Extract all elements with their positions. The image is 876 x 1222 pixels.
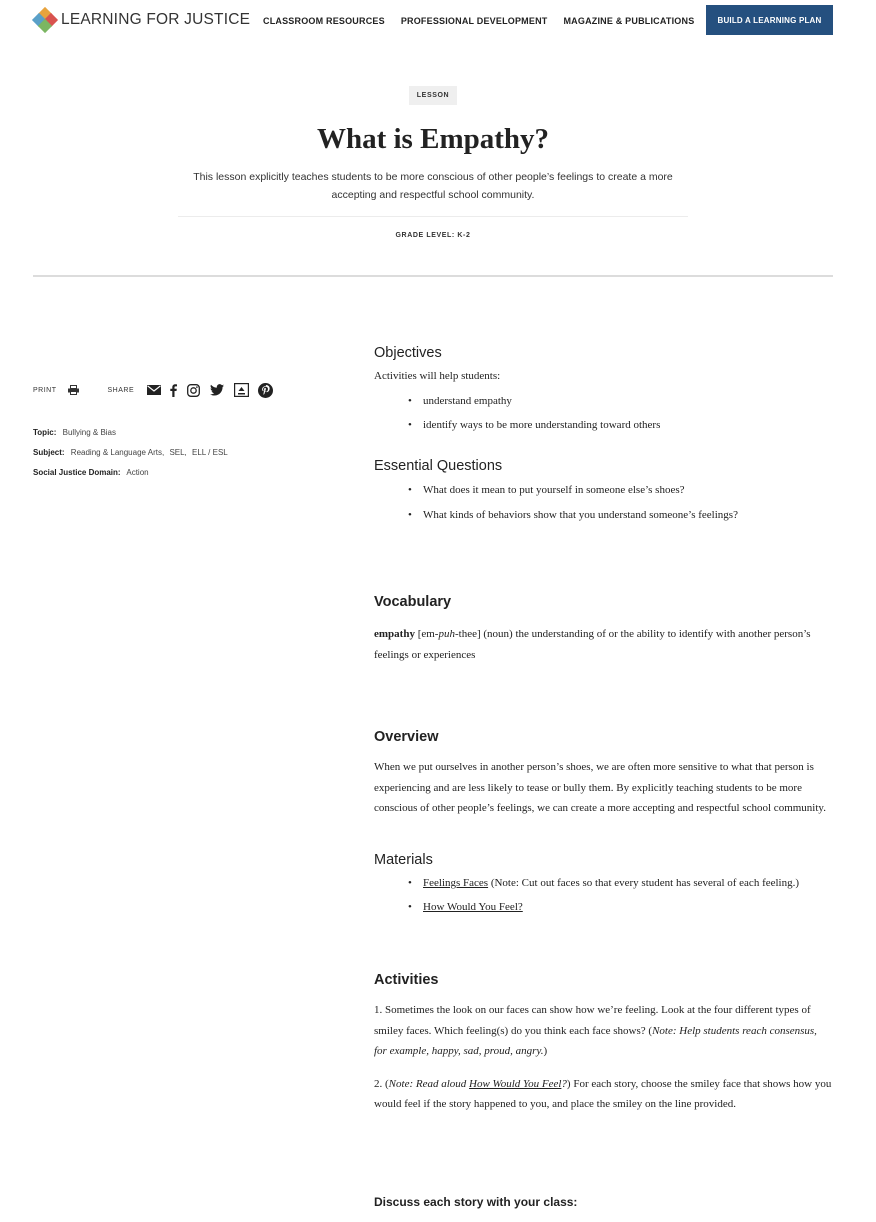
- essential-questions-heading: Essential Questions: [374, 458, 503, 474]
- activity-step-1: 1. Sometimes the look on our faces can show how we’re feeling. Look at the four different types of smiley faces. Which feeling(s) do you think each face shows? (Note: Help students reach consensus, for example, happy, sad, proud, angry.): [374, 1004, 817, 1057]
- list-item: • identify ways to be more understanding toward others: [374, 415, 832, 436]
- topic-meta: [33, 428, 116, 437]
- subject-link[interactable]: Reading & Language Arts,: [70, 448, 165, 457]
- lesson-description: This lesson explicitly teaches students to be more conscious of other people’s feelings to create a more accepting and respectful school community.: [193, 171, 673, 201]
- facebook-icon[interactable]: [170, 384, 177, 397]
- email-icon[interactable]: [147, 385, 161, 395]
- overview-text: When we put ourselves in another person’s shoes, we are often more sensitive to what that person is experiencing and are less likely to tease or bully them. By explicitly teaching students to be more conscious of other people’s feelings, we can create a more accepting and respectful school community.: [374, 761, 826, 814]
- nav-magazine-publications[interactable]: MAGAZINE & PUBLICATIONS: [563, 16, 695, 26]
- share-toolbar: [33, 380, 273, 400]
- print-label: PRINT: [33, 386, 57, 394]
- overview-heading: Overview: [374, 729, 439, 745]
- main-nav: [263, 16, 710, 26]
- topic-label: Topic:: [33, 428, 57, 437]
- activity-step-2: 2. (Note: Read aloud How Would You Feel?) For each story, choose the smiley face that shows how you would feel if the story happened to you, and place the smiley on the line provided.: [374, 1077, 832, 1110]
- list-item: • What does it mean to put yourself in someone else’s shoes?: [374, 480, 832, 501]
- vocabulary-heading: Vocabulary: [374, 594, 452, 610]
- pinterest-icon[interactable]: [258, 383, 273, 398]
- domain-label: Social Justice Domain:: [33, 468, 121, 477]
- lesson-badge: LESSON: [409, 86, 457, 105]
- build-learning-plan-button[interactable]: BUILD A LEARNING PLAN: [706, 5, 833, 35]
- vocabulary-definition: empathy [em-puh-thee] (noun) the understanding of or the ability to identify with another person’s feelings or experiences: [374, 628, 811, 661]
- activities-section: [374, 972, 832, 1115]
- materials-heading: Materials: [374, 852, 433, 868]
- topic-link[interactable]: Bullying & Bias: [62, 428, 116, 437]
- subject-label: Subject:: [33, 448, 65, 457]
- how-would-you-feel-link[interactable]: How Would You Feel: [469, 1077, 562, 1090]
- materials-list: [374, 873, 832, 917]
- logo-mark-icon: [33, 8, 57, 32]
- subject-link[interactable]: SEL,: [169, 448, 187, 457]
- discuss-heading: Discuss each story with your class:: [374, 1195, 578, 1209]
- objectives-section: [374, 345, 832, 436]
- share-label: SHARE: [107, 386, 135, 394]
- subject-meta: [33, 448, 228, 457]
- domain-meta: [33, 468, 149, 477]
- page-title: What is Empathy?: [316, 123, 550, 155]
- site-logo[interactable]: [33, 8, 250, 32]
- twitter-icon[interactable]: [210, 384, 224, 396]
- objectives-intro: Activities will help students:: [374, 370, 501, 382]
- overview-section: [374, 729, 832, 819]
- section-divider: [33, 275, 833, 277]
- domain-link[interactable]: Action: [126, 468, 149, 477]
- objectives-list: [374, 391, 832, 436]
- vocabulary-term: empathy: [374, 628, 415, 640]
- list-item: [374, 897, 832, 918]
- feelings-faces-link[interactable]: Feelings Faces: [423, 877, 489, 889]
- instagram-icon[interactable]: [187, 384, 200, 397]
- nav-classroom-resources[interactable]: CLASSROOM RESOURCES: [263, 16, 385, 26]
- site-header: [0, 0, 876, 42]
- nav-professional-development[interactable]: PROFESSIONAL DEVELOPMENT: [400, 16, 548, 26]
- list-item: • What kinds of behaviors show that you understand someone’s feelings?: [374, 505, 832, 526]
- objectives-heading: Objectives: [374, 345, 442, 361]
- discuss-section: [374, 1195, 832, 1209]
- logo-text: LEARNING FOR JUSTICE: [61, 11, 251, 28]
- list-item: • understand empathy: [374, 391, 832, 412]
- how-would-you-feel-link[interactable]: How Would You Feel?: [423, 900, 523, 913]
- bookmark-icon[interactable]: [234, 383, 249, 397]
- list-item: • Feelings Faces (Note: Cut out faces so that every student has several of each feeling.): [374, 873, 832, 894]
- print-icon[interactable]: [68, 385, 79, 395]
- essential-questions-section: [374, 458, 832, 525]
- hero-divider: [178, 216, 688, 217]
- activities-heading: Activities: [374, 972, 439, 988]
- grade-level: GRADE LEVEL: K-2: [395, 232, 471, 239]
- essential-questions-list: [374, 480, 832, 525]
- vocabulary-section: [374, 594, 832, 665]
- subject-link[interactable]: ELL / ESL: [192, 448, 228, 457]
- materials-section: [374, 852, 832, 917]
